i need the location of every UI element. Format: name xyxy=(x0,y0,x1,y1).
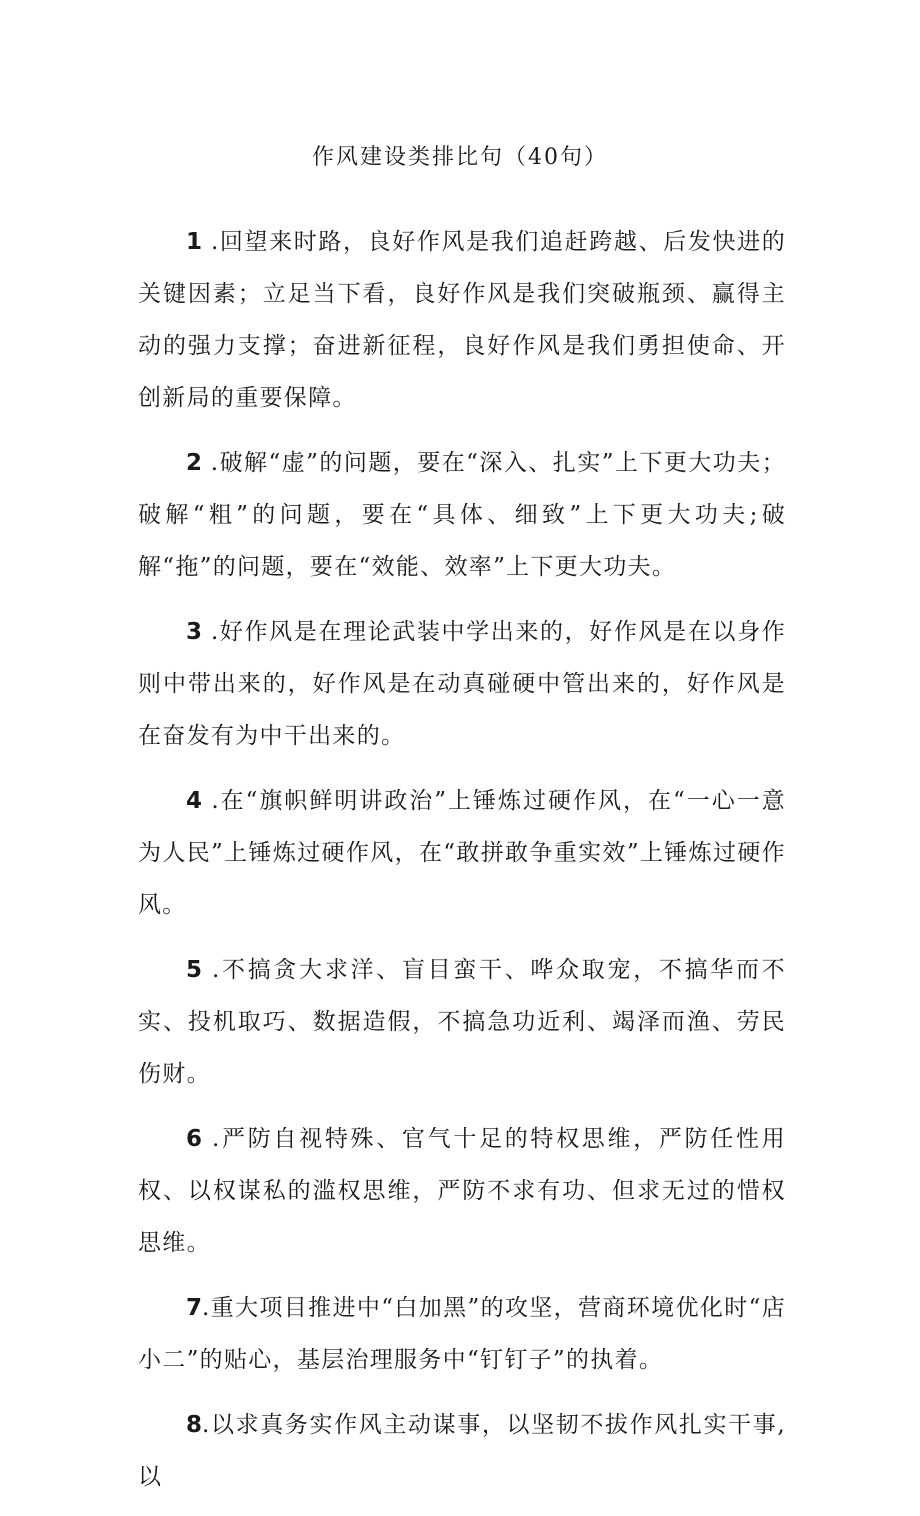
paragraph-separator: . xyxy=(202,1412,211,1438)
paragraph-number: 7 xyxy=(186,1295,203,1321)
paragraph-6 xyxy=(138,1113,786,1269)
paragraph-text: 在“旗帜鲜明讲政治”上锤炼过硬作风，在“一心一意为人民”上锤炼过硬作风，在“敢拼敢争重实效”上锤炼过硬作风。 xyxy=(138,788,786,918)
paragraph-separator: . xyxy=(202,619,220,645)
paragraph-number: 4 xyxy=(186,788,203,814)
paragraph-number: 3 xyxy=(186,619,203,645)
paragraph-number: 5 xyxy=(186,957,203,983)
paragraph-1 xyxy=(138,216,786,424)
paragraph-text: 好作风是在理论武装中学出来的，好作风是在以身作则中带出来的，好作风是在动真碰硬中管出来的，好作风是在奋发有为中干出来的。 xyxy=(138,619,786,749)
paragraph-number: 8 xyxy=(186,1412,203,1438)
paragraph-text: 重大项目推进中“白加黑”的攻坚，营商环境优化时“店小二”的贴心，基层治理服务中“钉钉子”的执着。 xyxy=(138,1295,786,1373)
paragraph-3 xyxy=(138,606,786,762)
paragraph-separator: . xyxy=(202,1126,221,1152)
paragraph-4 xyxy=(138,775,786,931)
paragraph-separator: . xyxy=(202,957,221,983)
paragraph-text: 不搞贪大求洋、盲目蛮干、哗众取宠，不搞华而不实、投机取巧、数据造假，不搞急功近利、竭泽而渔、劳民伤财。 xyxy=(138,957,786,1087)
paragraph-number: 1 xyxy=(186,229,203,255)
paragraph-text: 回望来时路，良好作风是我们追赶跨越、后发快进的关键因素；立足当下看，良好作风是我们突破瓶颈、赢得主动的强力支撑；奋进新征程，良好作风是我们勇担使命、开创新局的重要保障。 xyxy=(138,229,786,411)
paragraph-separator: . xyxy=(202,1295,211,1321)
paragraph-separator: . xyxy=(202,229,220,255)
paragraph-number: 2 xyxy=(186,450,203,476)
paragraph-7 xyxy=(138,1282,786,1386)
paragraph-text: 严防自视特殊、官气十足的特权思维，严防任性用权、以权谋私的滥权思维，严防不求有功、但求无过的惜权思维。 xyxy=(138,1126,786,1256)
paragraph-8 xyxy=(138,1399,786,1503)
paragraph-separator: . xyxy=(202,450,220,476)
paragraph-number: 6 xyxy=(186,1126,203,1152)
paragraph-text: 以求真务实作风主动谋事，以坚韧不拔作风扎实干事,以 xyxy=(138,1412,786,1490)
paragraph-2 xyxy=(138,437,786,593)
paragraph-5 xyxy=(138,944,786,1100)
document-title: 作风建设类排比句（40句） xyxy=(312,145,608,170)
paragraph-separator: . xyxy=(202,788,220,814)
paragraph-text: 破解“虚”的问题，要在“深入、扎实”上下更大功夫；破解“粗”的问题，要在“具体、细致”上下更大功夫;破解“拖”的问题，要在“效能、效率”上下更大功夫。 xyxy=(138,450,786,580)
document-body xyxy=(138,216,786,1516)
